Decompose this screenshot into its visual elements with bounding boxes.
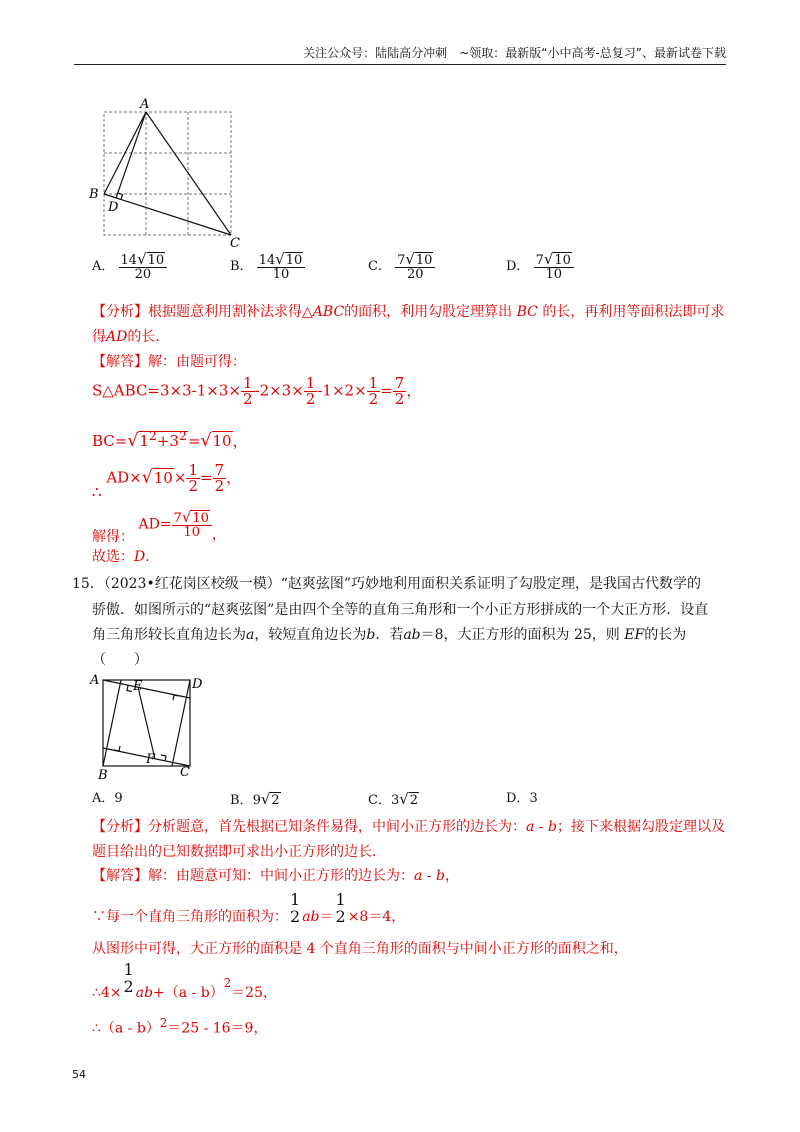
- frac-num: 1: [188, 461, 198, 479]
- option-radicand: 2: [271, 793, 280, 808]
- frac-num: 1: [290, 890, 301, 909]
- page-header: 关注公众号：陆陆高分冲刺 ~领取：最新版“小中高考-总复习”、最新试卷下载: [74, 44, 726, 65]
- solution-var: a: [414, 868, 423, 884]
- frac-den: 20: [119, 267, 168, 281]
- frac-den: 2: [305, 390, 316, 408]
- frac-num: 1: [368, 374, 379, 392]
- q14-label-b: B: [89, 187, 99, 202]
- q14-option-b: [230, 252, 305, 281]
- step-var: ab: [135, 984, 154, 1001]
- eq-text: AD×: [106, 468, 142, 487]
- eq-sup: 2: [148, 428, 157, 443]
- eq-text: BC=: [92, 432, 128, 450]
- frac-radicand: 10: [415, 253, 433, 268]
- frac-num: 1: [242, 374, 253, 392]
- analysis-var: a: [526, 819, 535, 835]
- q14-analysis-line2: [92, 327, 169, 347]
- stem-var: EF: [624, 627, 645, 643]
- q14-figure: [86, 92, 246, 250]
- frac-coef: 7: [535, 253, 544, 268]
- frac-den: 2: [242, 390, 253, 408]
- stem-text: 的长为: [644, 627, 687, 643]
- analysis-text: ；接下来根据勾股定理以及: [556, 819, 725, 835]
- frac-coef: 14: [258, 253, 276, 268]
- solution-text: ，: [444, 868, 459, 884]
- eq-text: S△ABC=3×3-1×3×: [92, 381, 241, 400]
- analysis-var: AD: [106, 329, 128, 345]
- q15-step-triangle-area: [92, 892, 405, 925]
- frac-num: 7: [214, 461, 225, 479]
- stem-text: ．若: [375, 627, 404, 643]
- eq-sup: 2: [178, 428, 187, 443]
- eq-label: 解得：: [92, 528, 134, 545]
- step-text: +（a - b）: [153, 984, 224, 1001]
- step-text: ×8＝4，: [347, 908, 406, 925]
- q14-equation-result: 解得： AD= $\frac{7√10}{10}$ ，: [92, 508, 226, 545]
- analysis-text: 的长．: [127, 329, 170, 345]
- stem-text: （2023•红花岗区校级一模）“赵爽弦图”巧妙地利用面积关系证明了勾股定理，是我国古代数学的: [103, 576, 702, 592]
- step-text: ∴4×: [92, 984, 122, 1001]
- q15-label-c: C: [180, 765, 190, 780]
- question-number: 15．: [72, 576, 104, 592]
- q15-analysis-line1: [92, 817, 725, 837]
- q14-label-d: D: [108, 200, 119, 215]
- step-var: ab: [302, 908, 320, 925]
- q15-option-a: [92, 789, 123, 809]
- q15-label-b: B: [98, 768, 108, 782]
- eq-text: ×: [173, 468, 187, 487]
- option-letter: D．: [506, 259, 530, 274]
- q14-label-c: C: [230, 236, 240, 250]
- frac-den: 10: [172, 525, 212, 539]
- solution-var: b: [436, 868, 445, 884]
- q15-step-equation: [92, 960, 277, 1001]
- frac-den: 10: [257, 267, 306, 281]
- analysis-tag: 【分析】: [92, 819, 148, 835]
- q14-label-a: A: [140, 97, 150, 112]
- analysis-text: 分析题意，首先根据已知条件易得，中间小正方形的边长为：: [148, 819, 526, 835]
- frac-radicand: 10: [147, 253, 165, 268]
- solution-tag: 【解答】: [92, 868, 148, 884]
- stem-text: ＝8，大正方形的面积为 25，则: [420, 627, 620, 643]
- eq-radicand: 10: [212, 432, 232, 450]
- frac-den: 2: [214, 477, 225, 495]
- frac-den: 2: [188, 477, 198, 495]
- frac-den: 2: [335, 907, 346, 926]
- q15-step-result: [92, 1013, 267, 1039]
- eq-text: =: [187, 432, 201, 450]
- solution-text: -: [422, 868, 436, 884]
- option-letter: C．: [368, 259, 391, 274]
- answer-choice: D: [134, 549, 146, 565]
- eq-radicand: 10: [153, 468, 173, 487]
- solution-text: 解：由题可得：: [148, 354, 246, 370]
- solution-text: 解：由题意可知：中间小正方形的边长为：: [148, 868, 414, 884]
- step-text: ＝: [319, 908, 334, 925]
- q15-label-f: F: [146, 752, 156, 767]
- frac-coef: 7: [397, 253, 406, 268]
- analysis-var: ABC: [312, 304, 345, 320]
- q14-solution-intro: [92, 352, 246, 372]
- analysis-text: -: [534, 819, 548, 835]
- analysis-var: b: [548, 819, 557, 835]
- q15-stem-line4: （ ）: [92, 652, 148, 668]
- option-letter: B．: [230, 259, 253, 274]
- frac-den: 2: [123, 977, 134, 996]
- frac-radicand: 10: [554, 253, 571, 268]
- q15-stem-line2: 骄傲．如图所示的“赵爽弦图”是由四个全等的直角三角形和一个小正方形拼成的一个大正方形．设直: [92, 602, 709, 618]
- option-coef: 9: [252, 793, 261, 808]
- frac-den: 10: [534, 267, 574, 281]
- q15-option-b: B．9√2: [230, 790, 280, 808]
- eq-text: 1: [139, 432, 149, 450]
- q14-equation-area: [92, 376, 421, 407]
- q14-option-c: [368, 252, 435, 281]
- frac-num: 1: [335, 890, 346, 909]
- option-fraction: $\frac{7√10}{10}$: [534, 252, 574, 281]
- answer-text: 故选：: [92, 549, 134, 565]
- eq-text: ，: [232, 432, 248, 450]
- analysis-text: 根据题意利用割补法求得△: [148, 304, 313, 320]
- q15-option-c: C．3√2: [368, 790, 419, 808]
- eq-text: AD=: [138, 516, 172, 533]
- frac-coef: 14: [120, 253, 138, 268]
- step-sup: 2: [223, 975, 232, 990]
- q14-analysis-line1: [92, 302, 724, 322]
- frac-radicand: 10: [192, 511, 209, 526]
- frac-num: 1: [305, 374, 316, 392]
- frac-radicand: 10: [285, 253, 303, 268]
- q15-step-area-relation: 从图形中可得，大正方形的面积是 4 个直角三角形的面积与中间小正方形的面积之和，: [92, 941, 628, 957]
- frac-num: 1: [123, 960, 134, 979]
- eq-text: -2×3×: [254, 381, 304, 400]
- stem-text: 角三角形较长直角边长为: [92, 627, 246, 643]
- therefore-symbol: ∴: [92, 482, 102, 501]
- option-value: 9: [114, 791, 123, 806]
- eq-text: ，: [406, 381, 422, 400]
- q14-equation-ad: ∴ AD×√10× $\frac{1}{2}$ = $\frac{7}{2}$ ，: [92, 461, 242, 501]
- frac-den: 2: [290, 907, 301, 926]
- option-fraction: $\frac{14√10}{20}$: [119, 252, 168, 281]
- frac-den: 20: [395, 267, 435, 281]
- option-radicand: 2: [409, 793, 419, 808]
- q15-solution-line1: [92, 866, 459, 886]
- q14-option-a: [92, 252, 167, 281]
- q14-equation-bc: $BC=√1^2+3^2=√10$，: [92, 428, 248, 451]
- frac-coef: 7: [173, 511, 182, 526]
- eq-text: +3: [156, 432, 179, 450]
- stem-var: b: [366, 627, 376, 643]
- option-letter: C．: [368, 793, 391, 808]
- option-letter: A．: [92, 791, 115, 806]
- q15-figure: [88, 670, 208, 782]
- step-text: ∵每一个直角三角形的面积为：: [92, 908, 288, 925]
- stem-var: ab: [403, 627, 421, 643]
- q15-label-a: A: [90, 673, 100, 688]
- step-text: ∴（a - b）: [92, 1020, 160, 1037]
- eq-text: =: [380, 381, 393, 400]
- frac-num: 7: [394, 374, 405, 392]
- option-value: 3: [529, 791, 538, 806]
- eq-text: ，: [226, 468, 242, 487]
- q15-stem-line3: [92, 625, 686, 645]
- q15-analysis-line2: 题目给出的已知数据即可求出小正方形的边长．: [92, 844, 386, 860]
- step-text: ＝25 - 16＝9，: [167, 1020, 268, 1037]
- frac-den: 2: [368, 390, 379, 408]
- option-letter: A．: [92, 259, 115, 274]
- option-coef: 3: [390, 793, 400, 808]
- frac-den: 2: [394, 390, 405, 408]
- step-sup: 2: [159, 1016, 168, 1030]
- stem-text: ，较短直角边长为: [254, 627, 367, 643]
- q14-answer: [92, 547, 159, 567]
- q15-option-d: [506, 789, 538, 809]
- option-letter: B．: [230, 793, 253, 808]
- eq-text: =: [199, 468, 213, 487]
- solution-tag: 【解答】: [92, 354, 148, 370]
- eq-text: ，: [211, 526, 226, 543]
- option-fraction: $\frac{14√10}{10}$: [257, 252, 306, 281]
- analysis-text: 的长，再利用等面积法即可求: [542, 304, 725, 320]
- q14-option-d: [506, 252, 574, 281]
- analysis-var: BC: [516, 304, 538, 320]
- stem-var: a: [246, 627, 255, 643]
- q15-label-e: E: [133, 679, 143, 694]
- option-fraction: $\frac{7√10}{20}$: [395, 252, 435, 281]
- q15-stem-line1: [72, 574, 701, 594]
- step-text: ＝25，: [231, 984, 277, 1001]
- page-number: 54: [72, 1068, 86, 1081]
- analysis-text: 的面积，利用勾股定理算出: [344, 304, 513, 320]
- answer-text: ．: [145, 549, 160, 565]
- option-letter: D．: [506, 791, 530, 806]
- eq-text: -1×2×: [317, 381, 367, 400]
- q15-label-d: D: [192, 677, 203, 692]
- analysis-text: 得: [92, 329, 106, 345]
- analysis-tag: 【分析】: [92, 304, 148, 320]
